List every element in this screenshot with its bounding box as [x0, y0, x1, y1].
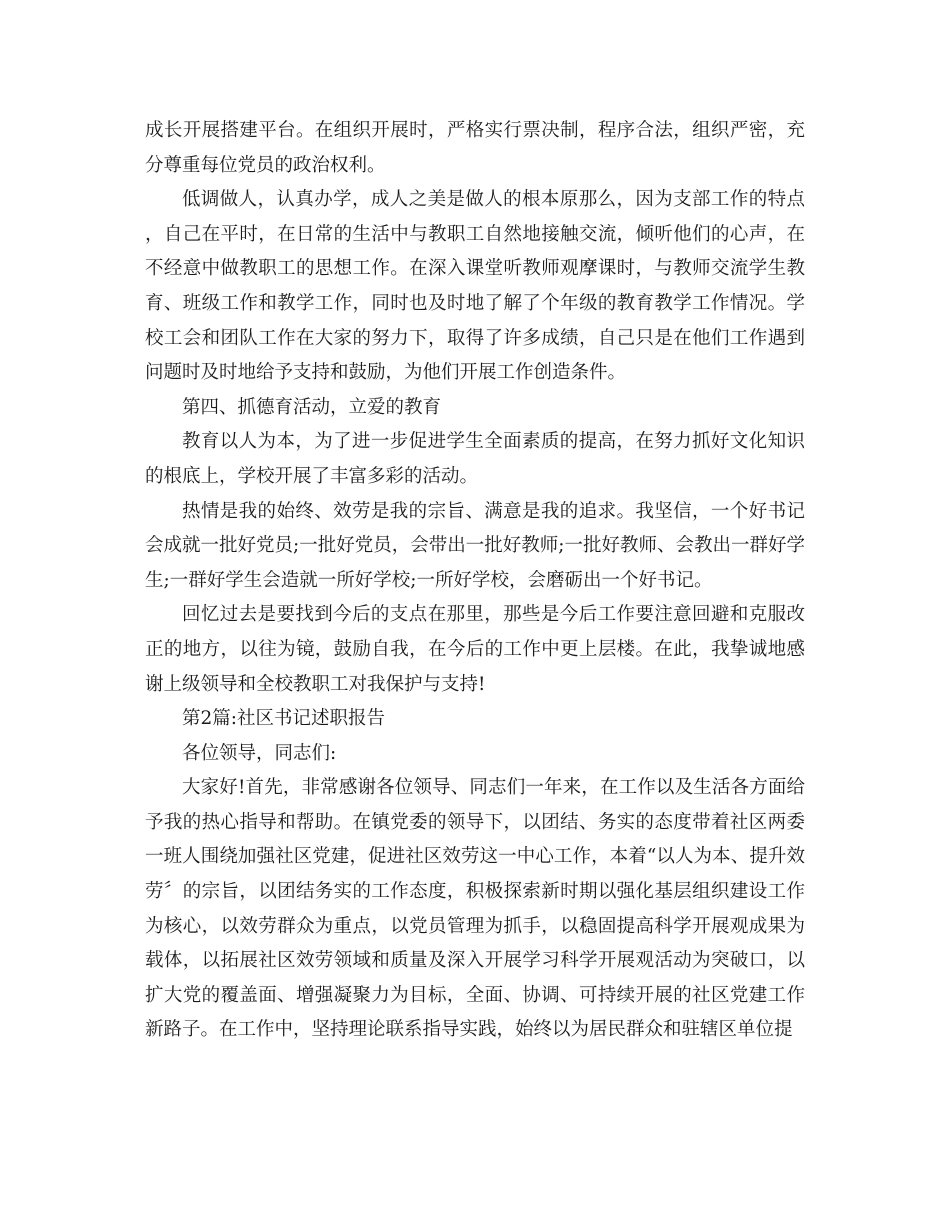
- paragraph-2: 低调做人，认真办学，成人之美是做人的根本原那么，因为支部工作的特点，自己在平时，在日常的生活中与教职工自然地接触交流，倾听他们的心声，在不经意中做教职工的思想工作。在深入课堂听教师观摩课时，与教师交流学生教育、班级工作和教学工作，同时也及时地了解了个年级的教育教学工作情况。学校工会和团队工作在大家的努力下，取得了许多成绩，自己只是在他们工作遇到问题时及时地给予支持和鼓励，为他们开展工作创造条件。: [145, 189, 805, 384]
- document-body: [145, 114, 805, 1048]
- section-heading-4: 第四、抓德育活动，立爱的教育: [182, 396, 442, 418]
- paragraph-3: 教育以人为本，为了进一步促进学生全面素质的提高，在努力抓好文化知识的根底上，学校开展了丰富多彩的活动。: [145, 431, 805, 487]
- paragraph-4: 热情是我的始终、效劳是我的宗旨、满意是我的追求。我坚信，一个好书记会成就一批好党员;一批好党员，会带出一批好教师;一批好教师、会教出一群好学生;一群好学生会造就一所好学校;一所好学校，会磨砺出一个好书记。: [145, 500, 805, 591]
- paragraph-5: 回忆过去是要找到今后的支点在那里，那些是今后工作要注意回避和克服改正的地方，以往为镜，鼓励自我，在今后的工作中更上层楼。在此，我挚诚地感谢上级领导和全校教职工对我保护与支持!: [145, 604, 805, 695]
- paragraph-6: 大家好!首先，非常感谢各位领导、同志们一年来，在工作以及生活各方面给予我的热心指导和帮助。在镇党委的领导下，以团结、务实的态度带着社区两委一班人围绕加强社区党建，促进社区效劳这一中心工作，本着“以人为本、提升效劳〞的宗旨，以团结务实的工作态度，积极探索新时期以强化基层组织建设工作为核心，以效劳群众为重点，以党员管理为抓手，以稳固提高科学开展观成果为载体，以拓展社区效劳领域和质量及深入开展学习科学开展观活动为突破口，以扩大党的覆盖面、增强凝聚力为目标，全面、协调、可持续开展的社区党建工作新路子。在工作中，坚持理论联系指导实践，始终以为居民群众和驻辖区单位提: [145, 777, 805, 1041]
- salutation: 各位领导，同志们:: [182, 742, 337, 764]
- chapter-title: 第2篇:社区书记述职报告: [182, 708, 386, 730]
- paragraph-1: 成长开展搭建平台。在组织开展时，严格实行票决制，程序合法，组织严密，充分尊重每位党员的政治权利。: [145, 120, 805, 176]
